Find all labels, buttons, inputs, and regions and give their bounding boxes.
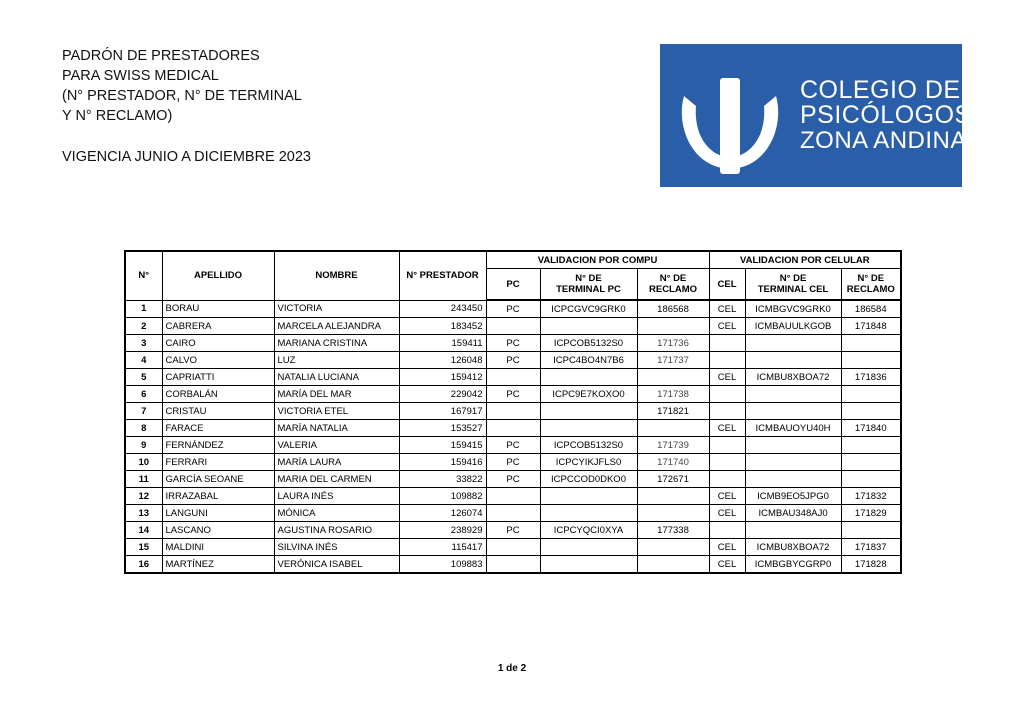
cel-cell: CEL [709, 369, 745, 386]
row-number: 8 [125, 420, 162, 437]
header-reclamo-cel: N° DE RECLAMO [841, 269, 901, 301]
pc-cell [486, 488, 540, 505]
apellido-cell: FERRARI [162, 454, 274, 471]
cel-cell: CEL [709, 505, 745, 522]
header-pc: PC [486, 269, 540, 301]
terminal-pc-cell [540, 556, 637, 574]
prestador-cell: 159411 [399, 335, 486, 352]
row-number: 7 [125, 403, 162, 420]
row-number: 12 [125, 488, 162, 505]
pc-cell [486, 539, 540, 556]
pc-cell [486, 556, 540, 574]
prestador-cell: 126074 [399, 505, 486, 522]
nombre-cell: MÓNICA [274, 505, 399, 522]
reclamo-pc-cell: 171736 [637, 335, 709, 352]
terminal-pc-cell: ICPCGVC9GRK0 [540, 300, 637, 318]
nombre-cell: SILVINA INÉS [274, 539, 399, 556]
nombre-cell: NATALIA LUCIANA [274, 369, 399, 386]
cel-cell [709, 403, 745, 420]
terminal-pc-cell: ICPCYQCI0XYA [540, 522, 637, 539]
reclamo-pc-cell [637, 539, 709, 556]
apellido-cell: GARCÍA SEOANE [162, 471, 274, 488]
reclamo-pc-cell [637, 488, 709, 505]
reclamo-pc-cell: 186568 [637, 300, 709, 318]
table-row [125, 318, 901, 335]
nombre-cell: LUZ [274, 352, 399, 369]
cel-cell: CEL [709, 300, 745, 318]
reclamo-pc-cell: 171737 [637, 352, 709, 369]
apellido-cell: MALDINI [162, 539, 274, 556]
row-number: 9 [125, 437, 162, 454]
table-row [125, 386, 901, 403]
terminal-cel-cell [745, 522, 841, 539]
terminal-cel-cell: ICMBU8XBOA72 [745, 369, 841, 386]
header-apellido: APELLIDO [162, 251, 274, 300]
cel-cell [709, 386, 745, 403]
header-group-compu: VALIDACION POR COMPU [486, 251, 709, 269]
table-row [125, 300, 901, 318]
apellido-cell: CRISTAU [162, 403, 274, 420]
pc-cell: PC [486, 471, 540, 488]
cel-cell [709, 352, 745, 369]
table-row [125, 403, 901, 420]
table-row [125, 505, 901, 522]
reclamo-cel-cell: 171840 [841, 420, 901, 437]
pc-cell [486, 420, 540, 437]
terminal-pc-cell: ICPCOB5132S0 [540, 437, 637, 454]
terminal-cel-cell [745, 471, 841, 488]
terminal-pc-cell: ICPC4BO4N7B6 [540, 352, 637, 369]
terminal-pc-cell [540, 403, 637, 420]
reclamo-pc-cell: 172671 [637, 471, 709, 488]
row-number: 11 [125, 471, 162, 488]
terminal-pc-cell [540, 369, 637, 386]
header-line-3: (N° PRESTADOR, N° DE TERMINAL [62, 88, 302, 104]
apellido-cell: MARTÍNEZ [162, 556, 274, 574]
nombre-cell: VICTORIA [274, 300, 399, 318]
header-prestador: N° PRESTADOR [399, 251, 486, 300]
cel-cell: CEL [709, 318, 745, 335]
table-body [125, 300, 901, 573]
terminal-pc-cell: ICPCOB5132S0 [540, 335, 637, 352]
table-row [125, 454, 901, 471]
prestador-cell: 126048 [399, 352, 486, 369]
prestador-cell: 33822 [399, 471, 486, 488]
prestador-cell: 159415 [399, 437, 486, 454]
reclamo-pc-cell: 171821 [637, 403, 709, 420]
pc-cell [486, 369, 540, 386]
prestador-cell: 109882 [399, 488, 486, 505]
apellido-cell: FERNÁNDEZ [162, 437, 274, 454]
cel-cell: CEL [709, 539, 745, 556]
row-number: 5 [125, 369, 162, 386]
pc-cell: PC [486, 437, 540, 454]
prestador-cell: 167917 [399, 403, 486, 420]
prestador-cell: 159416 [399, 454, 486, 471]
reclamo-cel-cell [841, 335, 901, 352]
logo-line-3: ZONA ANDINA [800, 127, 967, 154]
header-nombre: NOMBRE [274, 251, 399, 300]
prestador-cell: 229042 [399, 386, 486, 403]
reclamo-cel-cell [841, 522, 901, 539]
vigencia-text: VIGENCIA JUNIO A DICIEMBRE 2023 [62, 149, 311, 165]
terminal-pc-cell [540, 420, 637, 437]
row-number: 16 [125, 556, 162, 574]
apellido-cell: CAIRO [162, 335, 274, 352]
cel-cell: CEL [709, 556, 745, 574]
prestador-cell: 109883 [399, 556, 486, 574]
terminal-pc-cell: ICPCCOD0DKO0 [540, 471, 637, 488]
row-number: 10 [125, 454, 162, 471]
table-row [125, 352, 901, 369]
reclamo-pc-cell [637, 420, 709, 437]
table-row [125, 539, 901, 556]
header-group-celular: VALIDACION POR CELULAR [709, 251, 901, 269]
nombre-cell: MARÍA NATALIA [274, 420, 399, 437]
reclamo-cel-cell: 186584 [841, 300, 901, 318]
reclamo-pc-cell: 177338 [637, 522, 709, 539]
logo-line-2: PSICÓLOGOS [800, 101, 972, 129]
apellido-cell: CORBALÁN [162, 386, 274, 403]
reclamo-pc-cell: 171739 [637, 437, 709, 454]
terminal-cel-cell: ICMBAUOYU40H [745, 420, 841, 437]
reclamo-pc-cell [637, 318, 709, 335]
terminal-cel-cell: ICMB9EO5JPG0 [745, 488, 841, 505]
row-number: 4 [125, 352, 162, 369]
apellido-cell: IRRAZABAL [162, 488, 274, 505]
nombre-cell: MARIA DEL CARMEN [274, 471, 399, 488]
psi-symbol-icon [660, 44, 800, 187]
header-line-4: Y N° RECLAMO) [62, 108, 173, 124]
terminal-pc-cell [540, 539, 637, 556]
row-number: 1 [125, 300, 162, 318]
reclamo-cel-cell: 171832 [841, 488, 901, 505]
pc-cell: PC [486, 300, 540, 318]
prestador-cell: 159412 [399, 369, 486, 386]
pc-cell [486, 318, 540, 335]
prestador-cell: 238929 [399, 522, 486, 539]
row-number: 15 [125, 539, 162, 556]
row-number: 6 [125, 386, 162, 403]
reclamo-cel-cell [841, 437, 901, 454]
nombre-cell: VICTORIA ETEL [274, 403, 399, 420]
pc-cell [486, 403, 540, 420]
pc-cell: PC [486, 386, 540, 403]
table-row [125, 437, 901, 454]
terminal-pc-cell: ICPC9E7KOXO0 [540, 386, 637, 403]
pc-cell: PC [486, 352, 540, 369]
row-number: 13 [125, 505, 162, 522]
apellido-cell: FARACE [162, 420, 274, 437]
nombre-cell: AGUSTINA ROSARIO [274, 522, 399, 539]
reclamo-cel-cell [841, 471, 901, 488]
terminal-cel-cell: ICMBGBYCGRP0 [745, 556, 841, 574]
reclamo-cel-cell [841, 403, 901, 420]
table-row [125, 369, 901, 386]
document-header [62, 46, 311, 167]
cel-cell: CEL [709, 488, 745, 505]
terminal-cel-cell [745, 386, 841, 403]
table-row [125, 522, 901, 539]
terminal-cel-cell [745, 403, 841, 420]
prestador-cell: 243450 [399, 300, 486, 318]
nombre-cell: MARÍA LAURA [274, 454, 399, 471]
cel-cell: CEL [709, 420, 745, 437]
terminal-cel-cell: ICMBGVC9GRK0 [745, 300, 841, 318]
reclamo-pc-cell [637, 505, 709, 522]
terminal-cel-cell [745, 335, 841, 352]
page-number: 1 de 2 [497, 663, 527, 674]
header-line-1: PADRÓN DE PRESTADORES [62, 48, 260, 64]
pc-cell: PC [486, 454, 540, 471]
pc-cell [486, 505, 540, 522]
reclamo-cel-cell: 171836 [841, 369, 901, 386]
cel-cell [709, 454, 745, 471]
terminal-cel-cell: ICMBAUULKGOB [745, 318, 841, 335]
reclamo-pc-cell: 171738 [637, 386, 709, 403]
terminal-pc-cell [540, 505, 637, 522]
apellido-cell: LANGUNI [162, 505, 274, 522]
terminal-pc-cell [540, 488, 637, 505]
apellido-cell: CABRERA [162, 318, 274, 335]
nombre-cell: MARÍA DEL MAR [274, 386, 399, 403]
terminal-cel-cell [745, 454, 841, 471]
terminal-pc-cell [540, 318, 637, 335]
header-terminal-pc: N° DE TERMINAL PC [540, 269, 637, 301]
table-row [125, 556, 901, 574]
terminal-cel-cell [745, 437, 841, 454]
reclamo-cel-cell: 171828 [841, 556, 901, 574]
header-num: N° [125, 251, 162, 300]
nombre-cell: VALERIA [274, 437, 399, 454]
header-reclamo-pc: N° DE RECLAMO [637, 269, 709, 301]
cel-cell [709, 335, 745, 352]
nombre-cell: LAURA INÉS [274, 488, 399, 505]
reclamo-cel-cell: 171848 [841, 318, 901, 335]
table-row [125, 420, 901, 437]
prestadores-table [124, 250, 902, 574]
reclamo-pc-cell [637, 556, 709, 574]
cel-cell [709, 437, 745, 454]
reclamo-cel-cell [841, 386, 901, 403]
table-row [125, 335, 901, 352]
nombre-cell: VERÓNICA ISABEL [274, 556, 399, 574]
apellido-cell: CAPRIATTI [162, 369, 274, 386]
terminal-cel-cell: ICMBU8XBOA72 [745, 539, 841, 556]
prestador-cell: 153527 [399, 420, 486, 437]
reclamo-cel-cell: 171829 [841, 505, 901, 522]
prestador-cell: 183452 [399, 318, 486, 335]
reclamo-pc-cell: 171740 [637, 454, 709, 471]
cel-cell [709, 522, 745, 539]
header-terminal-cel: N° DE TERMINAL CEL [745, 269, 841, 301]
apellido-cell: LASCANO [162, 522, 274, 539]
terminal-cel-cell [745, 352, 841, 369]
prestador-cell: 115417 [399, 539, 486, 556]
terminal-pc-cell: ICPCYIKJFLS0 [540, 454, 637, 471]
nombre-cell: MARCELA ALEJANDRA [274, 318, 399, 335]
logo-line-1: COLEGIO DE [800, 76, 961, 104]
pc-cell: PC [486, 522, 540, 539]
apellido-cell: CALVO [162, 352, 274, 369]
reclamo-cel-cell [841, 454, 901, 471]
header-line-2: PARA SWISS MEDICAL [62, 68, 219, 84]
apellido-cell: BORAU [162, 300, 274, 318]
reclamo-pc-cell [637, 369, 709, 386]
reclamo-cel-cell: 171837 [841, 539, 901, 556]
row-number: 2 [125, 318, 162, 335]
table-row [125, 488, 901, 505]
colegio-logo [660, 44, 972, 187]
row-number: 14 [125, 522, 162, 539]
reclamo-cel-cell [841, 352, 901, 369]
nombre-cell: MARIANA CRISTINA [274, 335, 399, 352]
row-number: 3 [125, 335, 162, 352]
header-cel: CEL [709, 269, 745, 301]
terminal-cel-cell: ICMBAU348AJ0 [745, 505, 841, 522]
table-row [125, 471, 901, 488]
pc-cell: PC [486, 335, 540, 352]
cel-cell [709, 471, 745, 488]
